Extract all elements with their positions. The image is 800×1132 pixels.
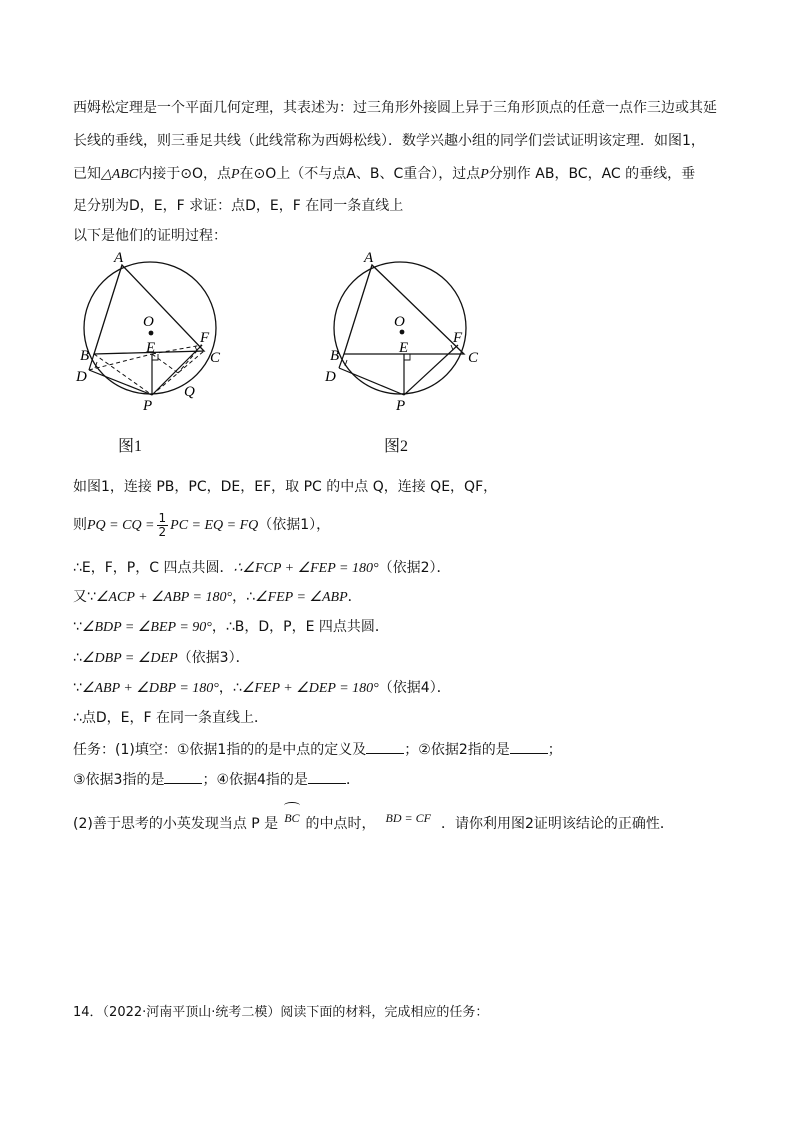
frac-num: 1 (158, 510, 167, 525)
fig1-label-d: D (76, 369, 87, 385)
intro-p2: P (480, 167, 489, 182)
fig1-label-q: Q (184, 384, 195, 400)
proof-p2a: 则 (73, 517, 87, 533)
fig2-label-c: C (468, 350, 479, 366)
task-line-2 (73, 770, 360, 790)
task-t2b: ；④依据4指的是 (202, 772, 308, 788)
fig2-label-a: A (364, 250, 374, 266)
task-t1b: ；②依据2指的是 (404, 742, 510, 758)
proof-p5a: ∵ (73, 619, 82, 635)
blank-basis-3[interactable] (164, 771, 202, 784)
blank-basis-4[interactable] (308, 771, 346, 784)
figure-2 (320, 250, 490, 414)
task-t2c: ． (345, 772, 360, 788)
task-t3b: 的中点时， (305, 816, 376, 832)
arc-bc: BC (284, 808, 299, 828)
task-t3a: (2)善于思考的小英发现当点 P 是 (73, 816, 279, 832)
intro-line-1: 西姆松定理是一个平面几何定理，其表述为：过三角形外接圆上异于三角形顶点的任意一点作三边或其延 (73, 100, 717, 116)
fig1-label-f: F (200, 330, 210, 346)
fig1-label-o: O (143, 314, 154, 330)
proof-p4e: ． (347, 589, 362, 605)
intro-line-4: 足分别为D，E，F 求证：点D，E，F 在同一条直线上 (73, 198, 404, 214)
proof-p3a: ∴E，F，P，C 四点共圆． (73, 560, 234, 576)
proof-p4d: ∠FEP = ∠ABP (255, 590, 348, 605)
fig2-label-d: D (325, 369, 336, 385)
fig1-label-a: A (114, 250, 124, 266)
proof-p7b: ∠ABP + ∠DBP = 180° (81, 681, 219, 696)
proof-p2d: （依据1）， (258, 517, 331, 533)
proof-p5b: ∠BDP = ∠BEP = 90° (81, 620, 212, 635)
proof-line-7 (73, 678, 451, 699)
proof-line-1: 如图1，连接 PB，PC，DE，EF，取 PC 的中点 Q，连接 QE，QF， (73, 479, 498, 495)
proof-p2c: PC = EQ = FQ (170, 518, 259, 533)
fig1-label-e: E (146, 340, 156, 356)
proof-p6c: （依据3）． (177, 650, 250, 666)
task-t3c: BD = CF (385, 811, 431, 825)
task-line-1 (73, 740, 562, 760)
fig1-label-b: B (80, 348, 90, 364)
intro-line-2: 长线的垂线，则三垂足共线（此线常称为西姆松线）．数学兴趣小组的同学们尝试证明该定理．如图1， (73, 133, 705, 149)
frac-den: 2 (158, 524, 167, 539)
intro-line-3 (73, 164, 695, 185)
proof-p6b: ∠DBP = ∠DEP (81, 651, 178, 666)
fig2-label-b: B (330, 348, 340, 364)
proof-line-6 (73, 648, 250, 669)
fig2-label-e: E (399, 340, 409, 356)
proof-p4c: ，∴ (232, 589, 256, 605)
proof-line-3 (73, 558, 451, 579)
proof-p2b: PQ = CQ = (87, 518, 155, 533)
intro-l3a: 已知 (73, 166, 101, 182)
proof-p7e: （依据4）． (378, 680, 451, 696)
proof-p3c: （依据2）． (378, 560, 451, 576)
fig1-label-p: P (143, 398, 153, 414)
fraction-half (157, 512, 169, 539)
intro-l3c: 内接于⊙O，点 (138, 166, 231, 182)
proof-p3b: ∴∠FCP + ∠FEP = 180° (233, 561, 379, 576)
fig1-label-c: C (210, 350, 221, 366)
fig2-label-o: O (394, 314, 405, 330)
intro-p1: P (230, 167, 240, 182)
fig2-label-f: F (453, 330, 463, 346)
intro-line-5: 以下是他们的证明过程： (73, 228, 227, 244)
proof-p6a: ∴ (73, 650, 82, 666)
proof-line-8: ∴点D，E，F 在同一条直线上． (73, 710, 269, 726)
task-t3d: ．请你利用图2证明该结论的正确性． (440, 816, 674, 832)
proof-line-2 (73, 511, 330, 540)
fig2-label-p: P (396, 398, 406, 414)
task-t1c: ； (547, 742, 562, 758)
proof-p4a: 又∵ (73, 589, 96, 605)
task-t1a: 任务：(1)填空：①依据1指的的是中点的定义及 (73, 742, 367, 758)
proof-p4b: ∠ACP + ∠ABP = 180° (95, 590, 233, 605)
fig1-caption: 图1 (118, 438, 143, 455)
blank-basis-2[interactable] (510, 741, 548, 754)
intro-l3e: 在⊙O上（不与点A、B、C重合），过点 (239, 166, 481, 182)
task-line-3 (73, 808, 674, 834)
intro-triangle: △ABC (101, 167, 139, 182)
blank-basis-1[interactable] (366, 741, 404, 754)
proof-p7c: ，∴ (218, 680, 242, 696)
proof-line-5 (73, 617, 389, 638)
task-t2a: ③依据3指的是 (73, 772, 165, 788)
intro-l3g: 分别作 AB，BC，AC 的垂线，垂 (488, 166, 696, 182)
figure-1 (76, 250, 250, 414)
proof-p7a: ∵ (73, 680, 82, 696)
fig2-caption: 图2 (384, 438, 409, 455)
proof-p7d: ∠FEP + ∠DEP = 180° (241, 681, 379, 696)
proof-p5c: ，∴B，D，P，E 四点共圆． (211, 619, 389, 635)
proof-line-4 (73, 587, 362, 608)
next-question: 14．（2022·河南平顶山·统考二模）阅读下面的材料，完成相应的任务： (73, 1005, 489, 1020)
